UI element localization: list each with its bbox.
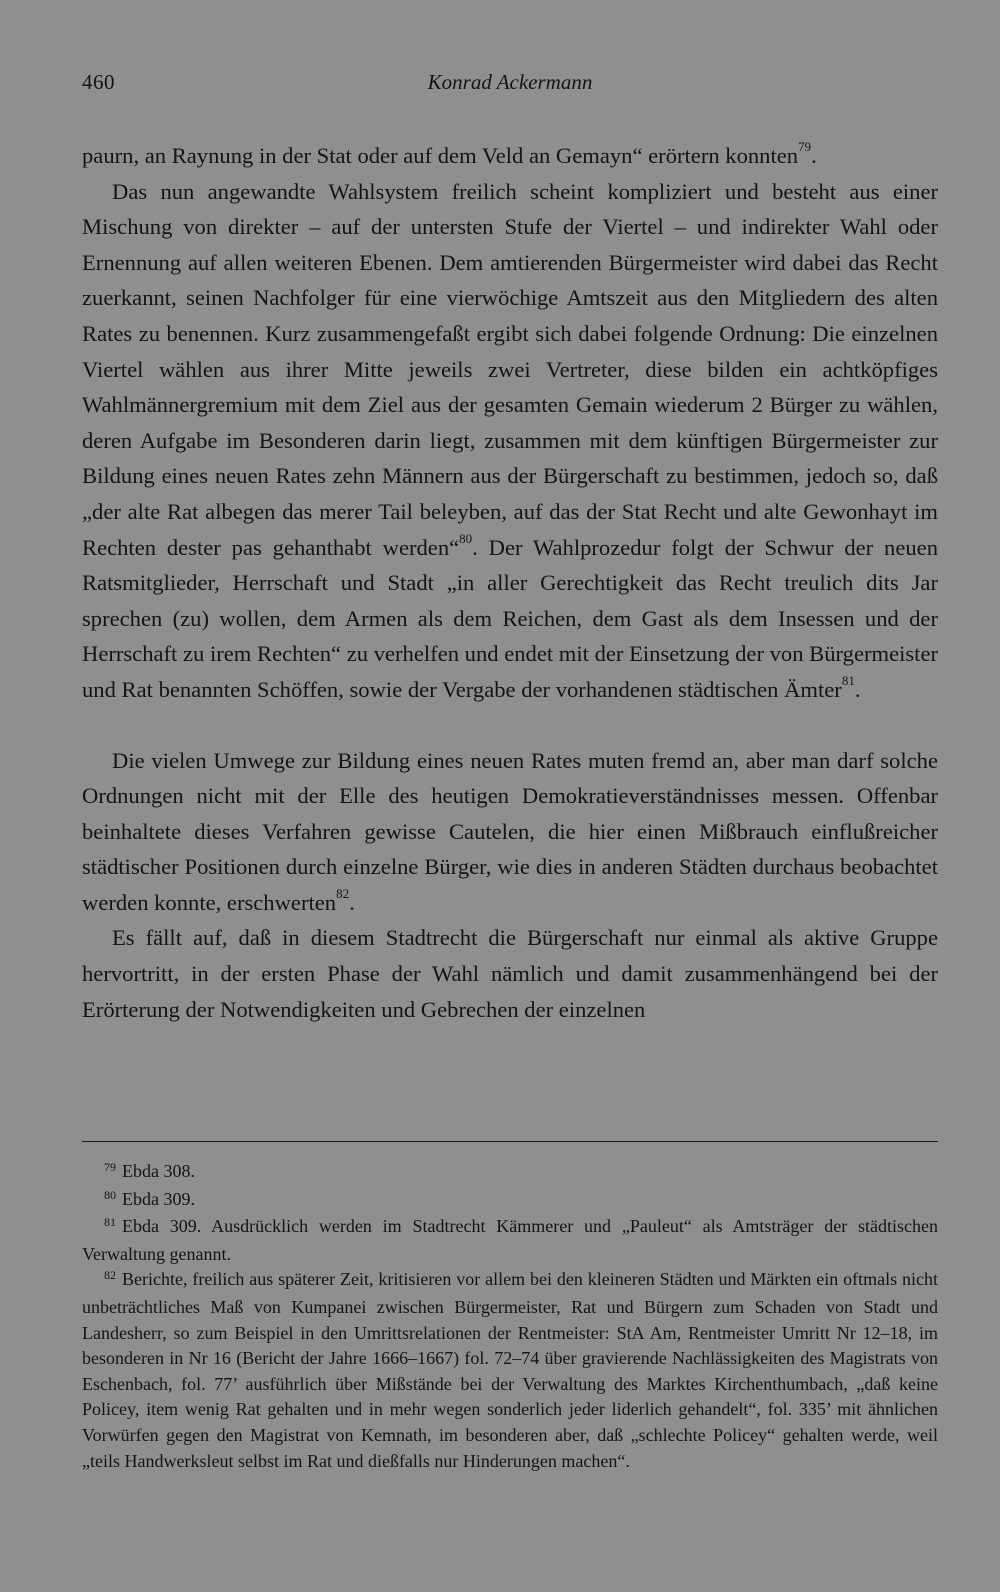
- footnote-marker: 82: [336, 886, 350, 902]
- footnote-marker: 79: [798, 139, 812, 155]
- paragraph-text: Die vielen Umwege zur Bildung eines neuen Rates muten fremd an, aber man darf solche Ordnungen nicht mit der Elle des heutigen Demokratieverständnisses messen. Offenbar beinhaltete dieses Verfahren gewisse Cautelen, die hier einen Mißbrauch einflußreicher städtischer Positionen durch einzelne Bürger, wie dies in anderen Städten durchaus beobachtet werden konnte, erschwerten: [82, 747, 938, 915]
- paragraph-text: paurn, an Raynung in der Stat oder auf dem Veld an Gemayn“ erörtern konnten: [82, 143, 799, 168]
- paragraph-end: .: [811, 143, 817, 168]
- footnote-number: 79: [104, 1160, 116, 1174]
- footnote-text: Ebda 309. Ausdrücklich werden im Stadtrecht Kämmerer und „Pauleut“ als Amtsträger der städtischen Verwaltung genannt.: [82, 1216, 938, 1264]
- footnote-number: 80: [104, 1187, 116, 1202]
- body-text: [82, 138, 938, 1027]
- footnote-text: Berichte, freilich aus späterer Zeit, kritisieren vor allem bei den kleineren Städten und Märkten ein oftmals nicht unbeträchtliches Maß von Kumpanei zwischen Bürgermeister, Rat und Bürgern zum Schaden von Stadt und Landesherr, so zum Beispiel in den Umrittsrelationen der Rentmeister: StA Am, Rentmeister Umritt Nr 12–18, im besonderen in Nr 16 (Bericht der Jahre 1666–1667) fol. 72–74 über gravierende Nachlässigkeiten des Magistrats von Eschenbach, fol. 77’ ausführlich über Mißstände bei der Verwaltung des Marktes Kirchenthumbach, „daß keine Policey, item wenig Rat gehalten und in mehr wegen sonderlich jeder liderlich gehandelt“, fol. 335’ mit ähnlichen Vorwürfen gegen den Magistrat von Kemnath, im besonderen aber, daß „schlechte Policey“ gehalten werde, weil „teils Handwerksleut selbst im Rat und dießfalls nur Hinderungen machen“.: [82, 1269, 938, 1471]
- running-head: [82, 70, 938, 102]
- footnote-number: 82: [104, 1268, 116, 1283]
- paragraph-text-continued: . Der Wahlprozedur folgt der Schwur der neuen Ratsmitglieder, Herrschaft und Stadt „in aller Gerechtigkeit das Recht treulich dits Jar sprechen (zu) wollen, dem Armen als dem Reichen, dem Gast als dem Insessen und der Herrschaft zu irem Rechten“ zu verhelfen und endet mit der Einsetzung der von Bürgermeister und Rat benannten Schöffen, sowie der Vergabe der vorhandenen städtischen Ämter: [82, 534, 938, 702]
- footnote-82: [82, 1267, 938, 1474]
- page-number: 460: [82, 70, 115, 94]
- paragraph-text: Es fällt auf, daß in diesem Stadtrecht die Bürgerschaft nur einmal als aktive Gruppe hervortritt, in der ersten Phase der Wahl nämlich und damit zusammenhängend bei der Erörterung der Notwendigkeiten und Gebrechen der einzelnen: [82, 925, 938, 1022]
- paragraph-1: [82, 138, 938, 174]
- footnotes: [82, 1159, 938, 1474]
- paragraph-3: [82, 743, 938, 921]
- footnote-79: [82, 1159, 938, 1187]
- footnote-number: 81: [104, 1215, 116, 1230]
- paragraph-text: Das nun angewandte Wahlsystem freilich scheint kompliziert und besteht aus einer Mischung von direkter – auf der untersten Stufe der Viertel – und indirekter Wahl oder Ernennung auf allen weiteren Ebenen. Dem amtierenden Bürgermeister wird dabei das Recht zuerkannt, seinen Nachfolger für eine vierwöchige Amtszeit aus den Mitgliedern des alten Rates zu benennen. Kurz zusammengefaßt ergibt sich dabei folgende Ordnung: Die einzelnen Viertel wählen aus ihrer Mitte jeweils zwei Vertreter, diese bilden ein achtköpfiges Wahlmännergremium mit dem Ziel aus der gesamten Gemain wiederum 2 Bürger zu wählen, deren Aufgabe im Besonderen darin liegt, zusammen mit dem künftigen Bürgermeister zur Bildung eines neuen Rates zehn Männern aus der Bürgerschaft zu bestimmen, jedoch so, daß „der alte Rat albegen das merer Tail beleyben, auf das der Stat Recht und alte Gewonhayt im Rechten dester pas gehanthabt werden“: [82, 178, 938, 560]
- paragraph-4: [82, 920, 938, 1027]
- footnote-81: [82, 1214, 938, 1267]
- footnote-marker: 81: [841, 673, 855, 689]
- paragraph-2: [82, 174, 938, 708]
- running-title: Konrad Ackermann: [427, 70, 593, 94]
- paragraph-end: .: [349, 889, 355, 915]
- footnote-marker: 80: [459, 531, 473, 546]
- footnote-divider: [82, 1141, 938, 1142]
- footnote-text: Ebda 308.: [122, 1161, 195, 1181]
- footnote-80: [82, 1187, 938, 1215]
- paragraph-end: .: [854, 676, 861, 702]
- footnote-text: Ebda 309.: [122, 1188, 195, 1209]
